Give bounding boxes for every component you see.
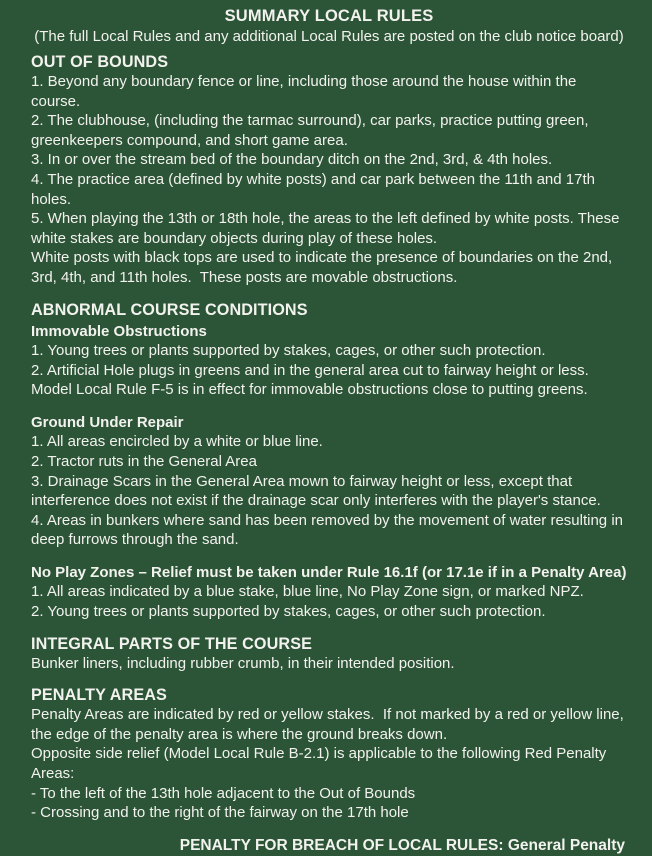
section-heading-abnormal-course-conditions: ABNORMAL COURSE CONDITIONS [31, 300, 308, 319]
rule-line: Opposite side relief (Model Local Rule B-2.1) is applicable to the following Red Penalty Areas: [31, 745, 610, 782]
subsection-heading-immovable-obstructions: Immovable Obstructions [31, 322, 207, 340]
rule-line: 5. When playing the 13th or 18th hole, the areas to the left defined by white posts. These white stakes are boundary objects during play of these holes. [31, 210, 624, 247]
section-heading-out-of-bounds: OUT OF BOUNDS [31, 53, 169, 71]
rule-line: 2. Young trees or plants supported by stakes, cages, or other such protection. [31, 602, 546, 620]
rule-line: White posts with black tops are used to indicate the presence of boundaries on the 2nd, 3rd, 4th, and 11th holes. These posts are movable obstructions. [31, 249, 617, 286]
section-spacer [31, 622, 627, 631]
rule-line: 4. Areas in bunkers where sand has been removed by the movement of water resulting in deep furrows through the sand. [31, 511, 628, 549]
section-spacer [31, 673, 627, 682]
rule-line: 1. Young trees or plants supported by stakes, cages, or other such protection. [31, 342, 546, 360]
rule-line: 2. Artificial Hole plugs in greens and in the general area cut to fairway height or less. [31, 361, 589, 379]
section-integral-parts-of-the-course [31, 631, 627, 674]
rule-line: 4. The practice area (defined by white posts) and car park between the 11th and 17th holes. [31, 170, 600, 208]
subsection-heading-ground-under-repair: Ground Under Repair [31, 413, 184, 431]
section-out-of-bounds [31, 49, 627, 288]
rule-line: 1. All areas indicated by a blue stake, blue line, No Play Zone sign, or marked NPZ. [31, 583, 584, 601]
page-title: SUMMARY LOCAL RULES [224, 7, 434, 25]
rule-line: 2. The clubhouse, (including the tarmac surround), car parks, practice putting green, greenkeepers compound, and short game area. [31, 112, 593, 149]
rule-line: 2. Tractor ruts in the General Area [31, 452, 257, 470]
subsection-heading-no-play-zones: No Play Zones – Relief must be taken under Rule 16.1f (or 17.1e if in a Penalty Area) [31, 563, 627, 581]
section-spacer [31, 288, 627, 297]
section-heading-penalty-areas: PENALTY AREAS [31, 686, 167, 705]
section-heading-integral-parts: INTEGRAL PARTS OF THE COURSE [31, 634, 312, 653]
rule-line: 1. Beyond any boundary fence or line, including those around the house within the course. [31, 73, 581, 110]
rule-line: Model Local Rule F-5 is in effect for immovable obstructions close to putting greens. [31, 381, 588, 399]
penalty-footer: PENALTY FOR BREACH OF LOCAL RULES: General Penalty [179, 836, 625, 854]
rule-line: 1. All areas encircled by a white or blue line. [31, 433, 323, 451]
rule-line: Penalty Areas are indicated by red or yellow stakes. If not marked by a red or yellow line, the edge of the penalty area is where the ground breaks down. [31, 706, 628, 743]
rule-line: Bunker liners, including rubber crumb, in their intended position. [31, 654, 455, 672]
page-subtitle: (The full Local Rules and any additional Local Rules are posted on the club notice board) [34, 28, 624, 45]
section-abnormal-course-conditions [31, 297, 627, 622]
section-penalty-areas [31, 682, 627, 823]
rule-line: - Crossing and to the right of the fairway on the 17th hole [31, 804, 409, 822]
rule-line: 3. In or over the stream bed of the boundary ditch on the 2nd, 3rd, & 4th holes. [31, 151, 553, 169]
rule-line: - To the left of the 13th hole adjacent to the Out of Bounds [31, 784, 416, 802]
rule-line: 3. Drainage Scars in the General Area mown to fairway height or less, except that interference does not exist if the drainage scar only interferes with the player's stance. [31, 472, 601, 510]
